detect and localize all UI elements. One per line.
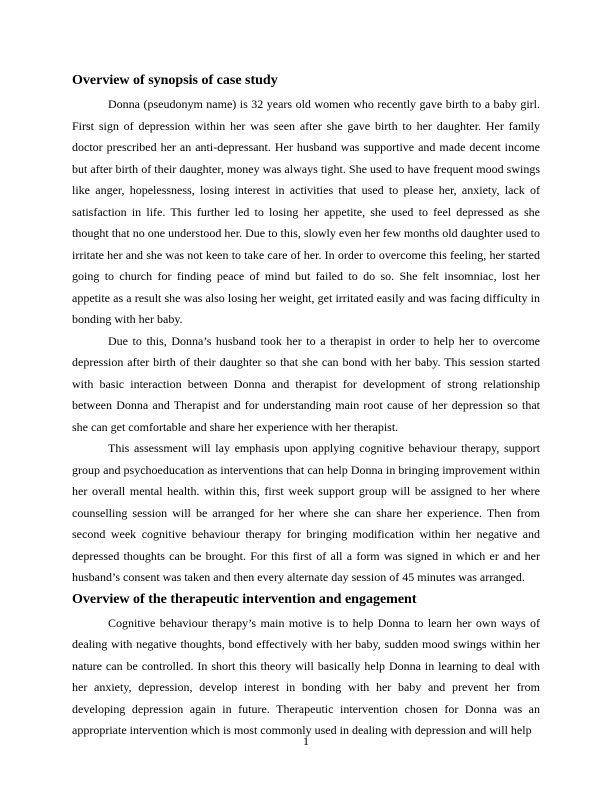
synopsis-paragraph-3: This assessment will lay emphasis upon applying cognitive behaviour therapy, support group and psychoeducation as interventions that can help Donna in bringing improvement within her overall mental health. within this, first week support group will be assigned to her where counselling session will be arranged for her where she can share her experience. Then from second week cognitive behaviour therapy for bringing modification within her negative and depressed thoughts can be brought. For this first of all a form was signed in which er and her husband’s consent was taken and then every alternate day session of 45 minutes was arranged. (72, 441, 540, 584)
section-heading-synopsis: Overview of synopsis of case study (72, 73, 278, 88)
synopsis-paragraph-1: Donna (pseudonym name) is 32 years old women who recently gave birth to a baby girl. First sign of depression within her was seen after she gave birth to her daughter. Her family doctor prescribed her an anti-depressant. Her husband was supportive and made decent income but after birth of their daughter, money was always tight. She used to have frequent mood swings like anger, hopelessness, losing interest in activities that used to please her, anxiety, lack of satisfaction in life. This further led to losing her appetite, she used to feel depressed as she thought that no one understood her. Due to this, slowly even her few months old daughter used to irritate her and she was not keen to take care of her. In order to overcome this feeling, her started going to church for finding peace of mind but failed to do so. She felt insomniac, lost her appetite as a result she was also losing her weight, get irritated easily and was facing difficulty in bonding with her baby. (72, 97, 540, 326)
page-number: 1 (303, 734, 309, 748)
section-heading-intervention: Overview of the therapeutic intervention and engagement (72, 591, 417, 607)
intervention-paragraph-1: Cognitive behaviour therapy’s main motive is to help Donna to learn her own ways of dealing with negative thoughts, bond effectively with her baby, sudden mood swings within her nature can be controlled. In short this theory will basically help Donna in learning to deal with her anxiety, depression, develop interest in bonding with her baby and prevent her from developing depression again in future. Therapeutic intervention chosen for Donna was an appropriate intervention which is most commonly used in dealing with depression and will help (72, 615, 540, 737)
synopsis-paragraph-2: Due to this, Donna’s husband took her to a therapist in order to help her to overcome depression after birth of their daughter so that she can bond with her baby. This session started with basic interaction between Donna and therapist for development of strong relationship between Donna and Therapist and for understanding main root cause of her depression so that she can get comfortable and share her experience with her therapist. (72, 333, 540, 434)
page-content (72, 72, 540, 742)
